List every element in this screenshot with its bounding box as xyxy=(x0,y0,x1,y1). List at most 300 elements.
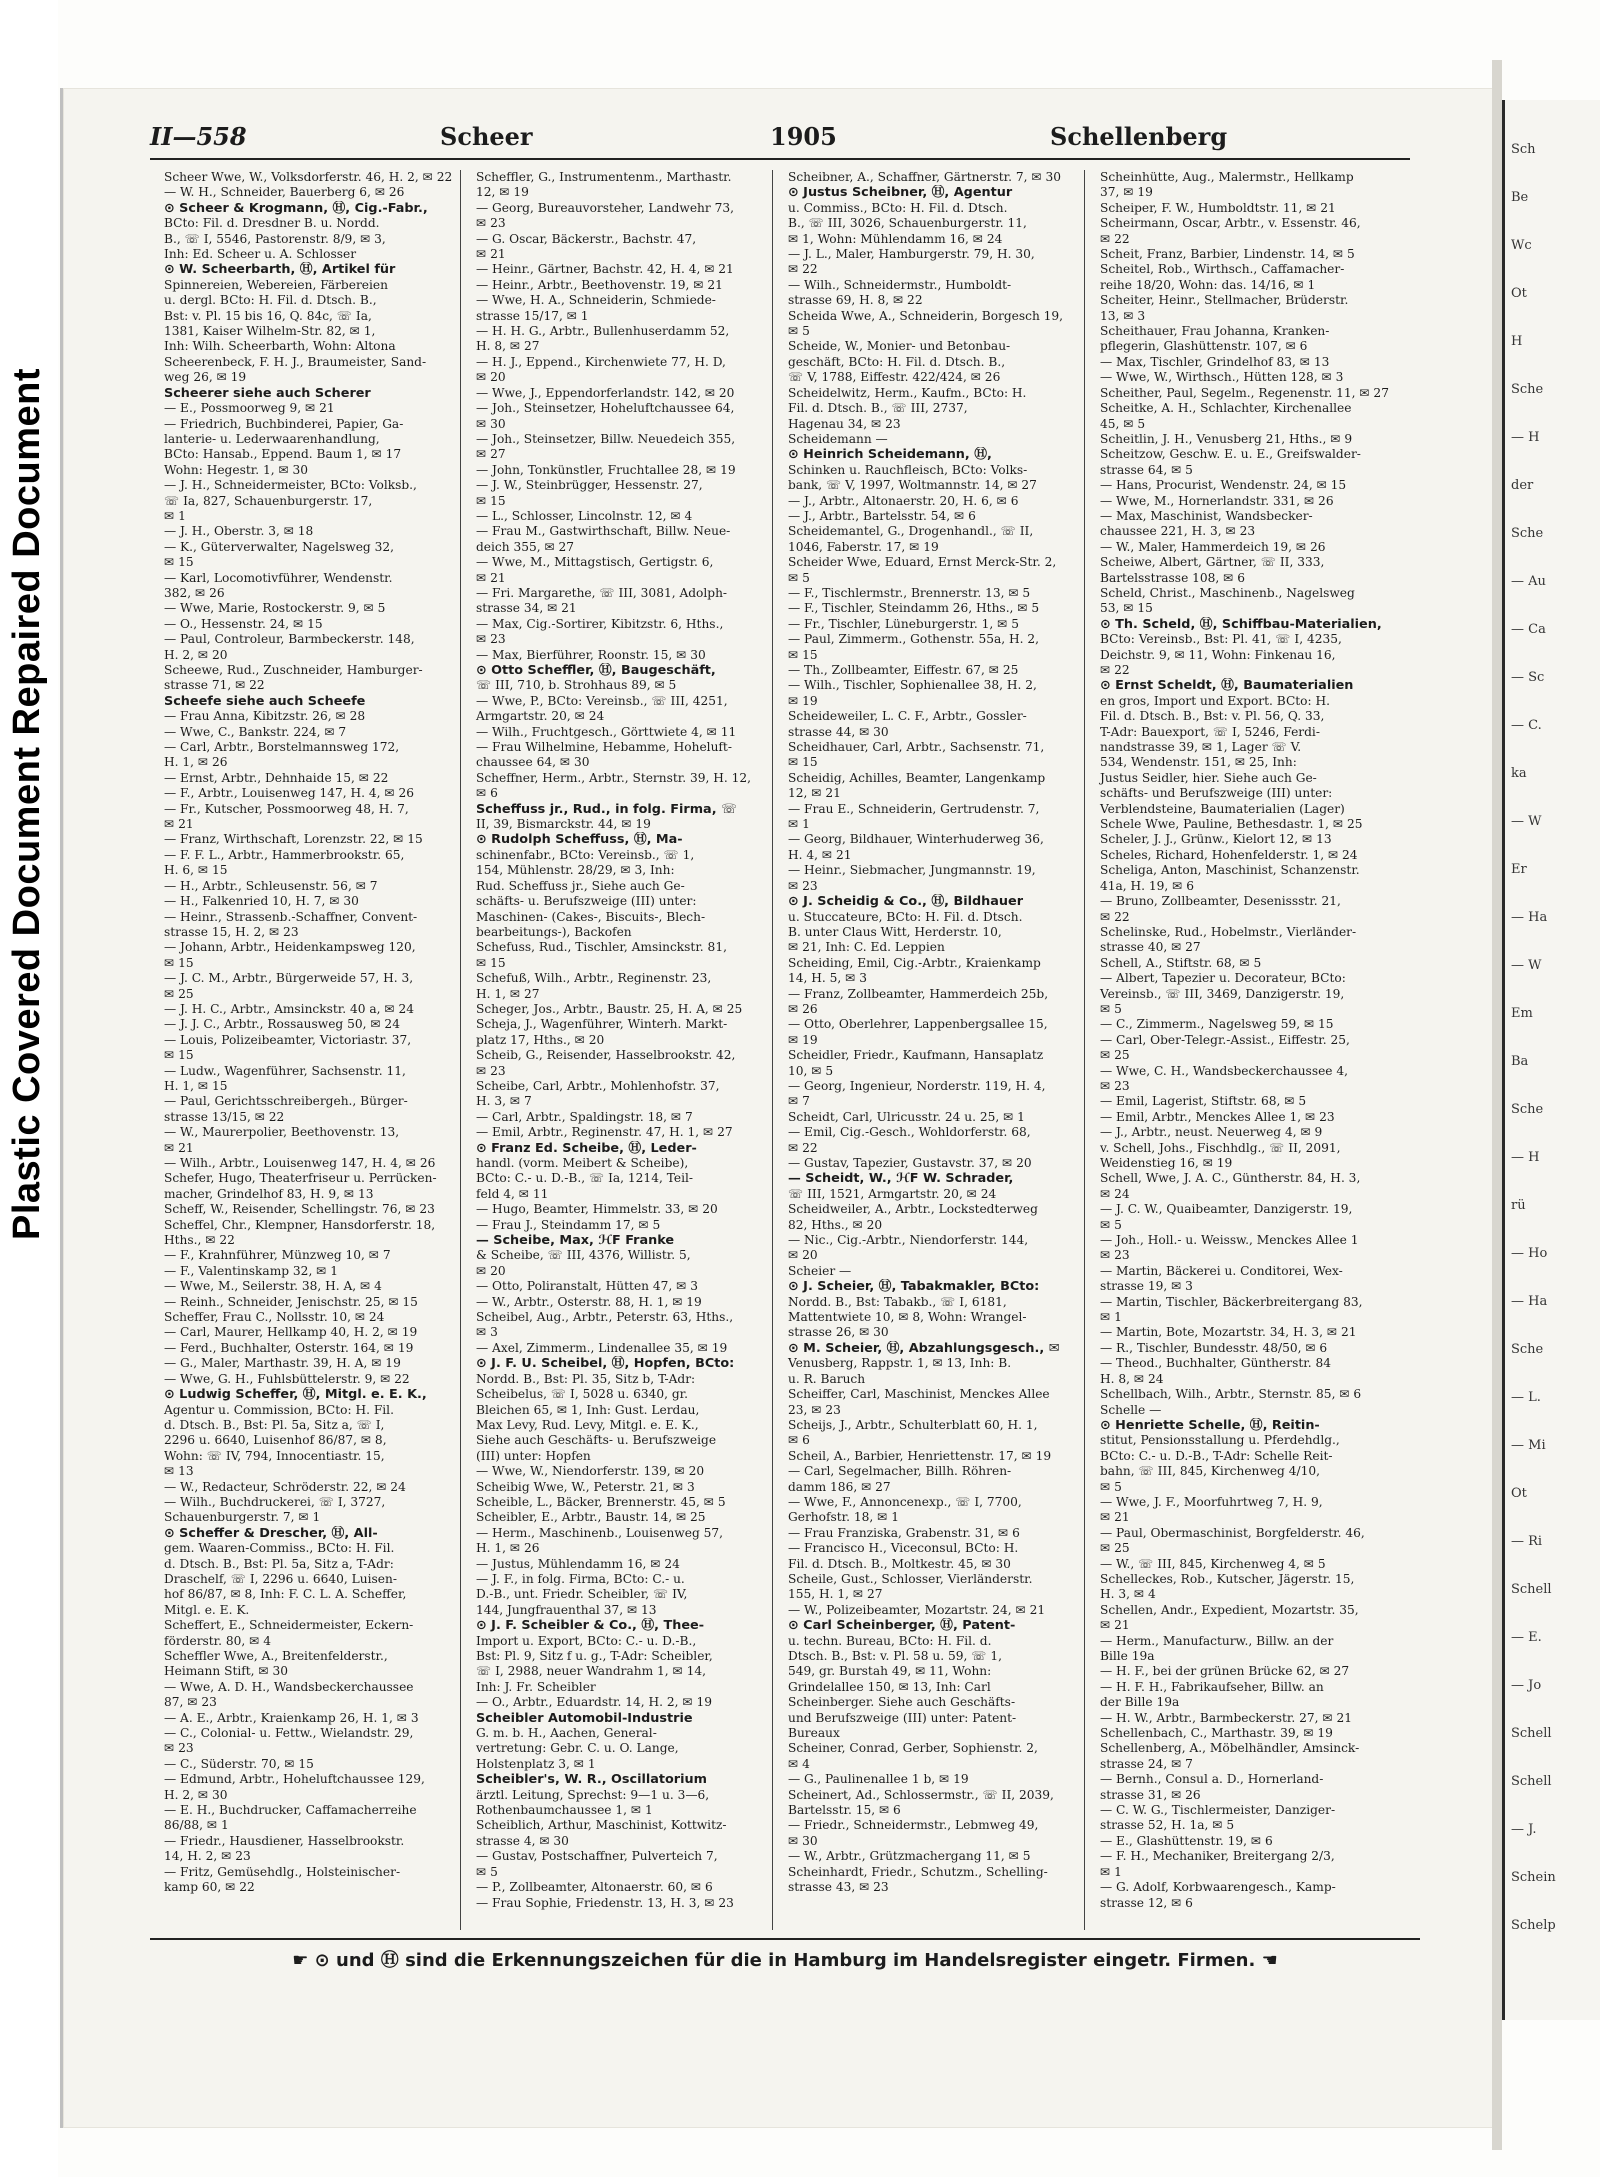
directory-entry: Scheinberger. Siehe auch Geschäfts- xyxy=(788,1695,1016,1710)
directory-entry: D.-B., unt. Friedr. Scheibler, ☏ IV, xyxy=(476,1587,688,1602)
directory-entry: ✉ 26 xyxy=(788,1001,818,1016)
directory-entry: — Friedr., Schneidermstr., Lebmweg 49, xyxy=(788,1818,1039,1833)
directory-entry: — Fri. Margarethe, ☏ III, 3081, Adolph- xyxy=(476,585,728,600)
directory-entry: Schelle — xyxy=(1100,1402,1162,1417)
directory-entry: — Emil, Lagerist, Stiftstr. 68, ✉ 5 xyxy=(1100,1094,1307,1109)
directory-entry: Scheidig, Achilles, Beamter, Langenkamp xyxy=(788,770,1046,785)
directory-entry: — C., Süderstr. 70, ✉ 15 xyxy=(164,1756,314,1771)
directory-entry: B., ☏ I, 5546, Pastorenstr. 8/9, ✉ 3, xyxy=(164,231,386,246)
directory-entry: stitut, Pensionsstallung u. Pferdehdlg., xyxy=(1100,1433,1340,1448)
directory-entry: Bst: Pl. 9, Sitz f u. g., T-Adr: Scheibler, xyxy=(476,1649,713,1663)
directory-entry: Scheiter, Heinr., Stellmacher, Brüderstr. xyxy=(1100,293,1349,308)
directory-entry: Fil. d. Dtsch. B., Moltkestr. 45, ✉ 30 xyxy=(788,1556,1011,1571)
directory-entry: — Max, Bierführer, Roonstr. 15, ✉ 30 xyxy=(476,647,706,662)
directory-entry: Scheerenbeck, F. H. J., Braumeister, Sand- xyxy=(164,354,427,369)
directory-entry: BCto: C.- u. D.-B., ☏ Ia, 1214, Teil- xyxy=(476,1171,693,1186)
directory-entry: Scheiblich, Arthur, Maschinist, Kottwitz- xyxy=(476,1818,727,1833)
directory-entry: 2296 u. 6640, Luisenhof 86/87, ✉ 8, xyxy=(164,1433,387,1448)
next-page-text: Schelp xyxy=(1511,1918,1556,1933)
directory-entry: 382, ✉ 26 xyxy=(164,585,225,600)
directory-entry: Scheffer, Frau C., Nollsstr. 10, ✉ 24 xyxy=(164,1310,385,1325)
directory-entry: und Berufszweige (III) unter: Patent- xyxy=(788,1710,1017,1725)
directory-entry: — F. F. L., Arbtr., Hammerbrookstr. 65, xyxy=(164,847,405,862)
directory-entry: Schefuss, Rud., Tischler, Amsinckstr. 81, xyxy=(476,940,727,955)
directory-entry: 12, ✉ 21 xyxy=(788,786,841,801)
directory-entry: strasse 15, H. 2, ✉ 23 xyxy=(164,924,299,939)
directory-entry: H. 2, ✉ 20 xyxy=(164,647,228,662)
directory-entry: — E., Possmoorweg 9, ✉ 21 xyxy=(164,401,335,416)
directory-entry: Scheible, L., Bäcker, Brennerstr. 45, ✉ 5 xyxy=(476,1494,726,1509)
directory-entry: — W., ☏ III, 845, Kirchenweg 4, ✉ 5 xyxy=(1100,1556,1326,1571)
next-page-text: — Ho xyxy=(1511,1246,1548,1261)
directory-entry: — Axel, Zimmerm., Lindenallee 35, ✉ 19 xyxy=(476,1340,728,1355)
directory-entry: — Paul, Controleur, Barmbeckerstr. 148, xyxy=(164,632,415,647)
directory-entry: ✉ 21 xyxy=(1100,1510,1130,1525)
directory-entry: H. 3, ✉ 7 xyxy=(476,1094,532,1109)
directory-entry: damm 186, ✉ 27 xyxy=(788,1479,891,1494)
next-page-text: Ot xyxy=(1511,1486,1527,1501)
directory-entry: H. 1, ✉ 26 xyxy=(164,755,228,770)
next-page-text: — W xyxy=(1511,814,1542,829)
directory-entry: — Carl, Segelmacher, Billh. Röhren- xyxy=(788,1464,1012,1479)
directory-entry: Dtsch. B., Bst: v. Pl. 58 u. 59, ☏ 1, xyxy=(788,1649,1003,1663)
directory-entry: ✉ 13 xyxy=(164,1464,194,1479)
directory-entry: ✉ 23 xyxy=(164,1741,194,1756)
directory-entry: BCto: Hansab., Eppend. Baum 1, ✉ 17 xyxy=(164,447,402,462)
page-edge xyxy=(1492,60,1502,2150)
directory-entry: — Emil, Arbtr., Menckes Allee 1, ✉ 23 xyxy=(1100,1109,1335,1124)
next-page-text: — Ca xyxy=(1511,622,1546,637)
directory-entry: — J. J. C., Arbtr., Rossausweg 50, ✉ 24 xyxy=(164,1017,400,1032)
directory-entry: Scheewe, Rud., Zuschneider, Hamburger- xyxy=(164,663,423,677)
next-page-text: — Jo xyxy=(1511,1678,1542,1693)
directory-entry: ✉ 25 xyxy=(1100,1048,1130,1063)
directory-entry: — J. F., in folg. Firma, BCto: C.- u. xyxy=(476,1571,685,1586)
directory-entry: 87, ✉ 23 xyxy=(164,1695,217,1710)
directory-entry: ⊙ Justus Scheibner, Ⓗ, Agentur xyxy=(788,185,1013,201)
directory-entry: ✉ 23 xyxy=(476,632,506,647)
directory-entry: — Friedr., Hausdiener, Hasselbrookstr. xyxy=(164,1833,405,1848)
directory-entry: 45, ✉ 5 xyxy=(1100,416,1146,431)
directory-entry: — C., Colonial- u. Fettw., Wielandstr. 29, xyxy=(164,1726,414,1741)
directory-entry: Armgartstr. 20, ✉ 24 xyxy=(476,709,605,724)
directory-entry: Max Levy, Rud. Levy, Mitgl. e. E. K., xyxy=(476,1417,699,1432)
next-page-text: Sche xyxy=(1511,1102,1544,1117)
directory-entry: strasse 52, H. 1a, ✉ 5 xyxy=(1100,1818,1235,1833)
directory-entry: ⊙ J. Scheier, Ⓗ, Tabakmakler, BCto: xyxy=(788,1279,1040,1295)
directory-entry: H. 6, ✉ 15 xyxy=(164,863,228,878)
directory-entry: — Th., Zollbeamter, Eiffestr. 67, ✉ 25 xyxy=(788,663,1019,677)
directory-entry: — Otto, Poliranstalt, Hütten 47, ✉ 3 xyxy=(476,1279,698,1294)
directory-entry: ✉ 20 xyxy=(788,1248,818,1263)
directory-entry: ✉ 15 xyxy=(788,647,818,662)
directory-entry: ✉ 5 xyxy=(1100,1479,1122,1494)
directory-entry: Bureaux xyxy=(788,1726,840,1741)
page-header xyxy=(150,118,1410,160)
directory-entry: Scheirmann, Oscar, Arbtr., v. Essenstr. 46, xyxy=(1100,216,1361,231)
directory-entry: u. R. Baruch xyxy=(788,1371,866,1386)
directory-entry: ✉ 4 xyxy=(788,1756,810,1771)
directory-entry: ✉ 23 xyxy=(1100,1078,1130,1093)
directory-entry: strasse 31, ✉ 26 xyxy=(1100,1787,1201,1802)
directory-entry: ✉ 22 xyxy=(788,262,818,277)
directory-entry: — Joh., Steinsetzer, Hoheluftchaussee 64, xyxy=(476,401,735,416)
directory-entry: — Theod., Buchhalter, Güntherstr. 84 xyxy=(1100,1356,1331,1371)
directory-entry: — Francisco H., Viceconsul, BCto: H. xyxy=(788,1541,1019,1556)
directory-entry: — Max, Maschinist, Wandsbecker- xyxy=(1100,508,1313,523)
directory-entry: strasse 26, ✉ 30 xyxy=(788,1325,889,1340)
directory-entry: ✉ 15 xyxy=(476,955,506,970)
directory-entry: nandstrasse 39, ✉ 1, Lager ☏ V. xyxy=(1100,740,1302,755)
next-page-text: — W xyxy=(1511,958,1542,973)
directory-entry: Schelinske, Rud., Hobelmstr., Vierländer- xyxy=(1100,924,1357,939)
directory-entry: 534, Wendenstr. 151, ✉ 25, Inh: xyxy=(1100,755,1297,770)
directory-entry: — Wwe, P., BCto: Vereinsb., ☏ III, 4251, xyxy=(476,693,728,708)
directory-entry: Bst: v. Pl. 15 bis 16, Q. 84c, ☏ Ia, xyxy=(164,308,372,323)
directory-entry: Inh: Ed. Scheer u. A. Schlosser xyxy=(164,247,357,262)
directory-entry: u. Stuccateure, BCto: H. Fil. d. Dtsch. xyxy=(788,909,1023,924)
directory-entry: Scheld, Christ., Maschinenb., Nagelsweg xyxy=(1100,585,1355,600)
directory-entry: ✉ 1 xyxy=(1100,1310,1122,1325)
next-page-text: Schell xyxy=(1511,1774,1552,1789)
directory-entry: — Scheibe, Max, ℋF Franke xyxy=(476,1233,675,1249)
directory-entry: Scheliga, Anton, Maschinist, Schanzenstr. xyxy=(1100,863,1360,878)
directory-entry: Scheidelwitz, Herm., Kaufm., BCto: H. xyxy=(788,385,1027,400)
next-page-text: — E. xyxy=(1511,1630,1542,1645)
directory-entry: en gros, Import und Export. BCto: H. xyxy=(1100,693,1330,708)
next-page-text: Sche xyxy=(1511,526,1544,541)
directory-entry: Scheitlin, J. H., Venusberg 21, Hths., ✉ 9 xyxy=(1100,431,1353,446)
directory-entry: — Wwe, A. D. H., Wandsbeckerchaussee xyxy=(164,1679,414,1694)
next-page-text: Schell xyxy=(1511,1726,1552,1741)
directory-entry: — Karl, Locomotivführer, Wendenstr. xyxy=(164,570,393,585)
directory-entry: — H. F. H., Fabrikaufseher, Billw. an xyxy=(1100,1679,1324,1694)
directory-entry: — F., Arbtr., Louisenweg 147, H. 4, ✉ 26 xyxy=(164,786,414,801)
directory-entry: — Carl, Arbtr., Spaldingstr. 18, ✉ 7 xyxy=(476,1109,693,1124)
directory-entry: — J., Arbtr., neust. Neuerweg 4, ✉ 9 xyxy=(1100,1125,1323,1140)
directory-entry: geschäft, BCto: H. Fil. d. Dtsch. B., xyxy=(788,354,1006,369)
directory-entry: — Wilh., Fruchtgesch., Görttwiete 4, ✉ 11 xyxy=(476,724,737,739)
directory-entry: Scheinhardt, Friedr., Schutzm., Schelling- xyxy=(788,1864,1048,1879)
directory-entry: Schele Wwe, Pauline, Bethesdastr. 1, ✉ 25 xyxy=(1100,817,1363,832)
directory-entry: — Frau M., Gastwirthschaft, Billw. Neue- xyxy=(476,524,731,539)
directory-entry: u. dergl. BCto: H. Fil. d. Dtsch. B., xyxy=(164,293,377,308)
directory-entry: ⊙ J. Scheidig & Co., Ⓗ, Bildhauer xyxy=(788,894,1024,910)
page-reference: II—558 xyxy=(150,122,247,151)
directory-entry: förderstr. 80, ✉ 4 xyxy=(164,1633,271,1648)
directory-entry: — Fr., Tischler, Lüneburgerstr. 1, ✉ 5 xyxy=(788,616,1019,631)
directory-entry: ⊙ Scheer & Krogmann, Ⓗ, Cig.-Fabr., xyxy=(164,200,428,216)
directory-entry: — Paul, Gerichtsschreibergeh., Bürger- xyxy=(164,1094,408,1109)
directory-entry: ✉ 21, Inh: C. Ed. Leppien xyxy=(788,940,945,955)
directory-entry: ✉ 6 xyxy=(476,786,498,801)
directory-entry: Scheefe siehe auch Scheefe xyxy=(164,693,366,709)
directory-entry: strasse 13/15, ✉ 22 xyxy=(164,1109,285,1124)
directory-entry: — F., Valentinskamp 32, ✉ 1 xyxy=(164,1263,339,1278)
directory-entry: strasse 44, ✉ 30 xyxy=(788,724,889,739)
directory-entry: H. 4, ✉ 21 xyxy=(788,847,852,862)
directory-entry: — Wwe, H. A., Schneiderin, Schmiede- xyxy=(476,293,716,308)
directory-entry: Scheiding, Emil, Cig.-Arbtr., Kraienkamp xyxy=(788,955,1041,970)
directory-entry: — Ludw., Wagenführer, Sachsenstr. 11, xyxy=(164,1063,406,1078)
directory-entry: — Albert, Tapezier u. Decorateur, BCto: xyxy=(1100,971,1346,986)
directory-entry: 53, ✉ 15 xyxy=(1100,601,1153,616)
directory-entry: Venusberg, Rappstr. 1, ✉ 13, Inh: B. xyxy=(788,1356,1012,1371)
directory-entry: — K., Güterverwalter, Nagelsweg 32, xyxy=(164,539,394,554)
directory-entry: — Hugo, Beamter, Himmelstr. 33, ✉ 20 xyxy=(476,1202,718,1217)
column-4 xyxy=(1096,170,1396,1930)
directory-entry: ✉ 1 xyxy=(164,508,186,523)
directory-entry: ✉ 22 xyxy=(1100,231,1130,246)
directory-entry: Wohn: ☏ IV, 794, Innocentiastr. 15, xyxy=(164,1448,385,1463)
directory-entry: d. Dtsch. B., Bst: Pl. 5a, Sitz a, ☏ I, xyxy=(164,1417,385,1432)
directory-entry: gem. Waaren-Commiss., BCto: H. Fil. xyxy=(164,1541,395,1556)
directory-entry: feld 4, ✉ 11 xyxy=(476,1186,549,1201)
directory-entry: Siehe auch Geschäfts- u. Berufszweige xyxy=(476,1433,717,1448)
directory-entry: — Wilh., Schneidermstr., Humboldt- xyxy=(788,277,1012,292)
directory-entry: ✉ 21 xyxy=(164,1140,194,1155)
directory-entry: BCto: C.- u. D.-B., T-Adr: Schelle Reit- xyxy=(1100,1448,1333,1463)
directory-entry: — J. L., Maler, Hamburgerstr. 79, H. 30, xyxy=(788,247,1035,262)
directory-entry: T-Adr: Bauexport, ☏ I, 5246, Ferdi- xyxy=(1100,724,1320,739)
directory-entry: ✉ 25 xyxy=(1100,1541,1130,1556)
directory-entry: — J. C. M., Arbtr., Bürgerweide 57, H. 3, xyxy=(164,971,414,986)
directory-entry: H. 1, ✉ 26 xyxy=(476,1541,540,1556)
directory-entry: — Fr., Kutscher, Possmoorweg 48, H. 7, xyxy=(164,801,409,816)
directory-entry: Scheithauer, Frau Johanna, Kranken- xyxy=(1100,324,1330,339)
directory-entry: H. 3, ✉ 4 xyxy=(1100,1587,1156,1602)
directory-entry: — Joh., Holl.- u. Weissw., Menckes Allee 1 xyxy=(1100,1233,1359,1248)
column-3 xyxy=(784,170,1085,1930)
directory-entry: 82, Hths., ✉ 20 xyxy=(788,1217,883,1232)
directory-entry: Scheler, J. J., Grünw., Kielort 12, ✉ 13 xyxy=(1100,832,1332,847)
next-page-text: — Mi xyxy=(1511,1438,1546,1453)
next-page-text: Er xyxy=(1511,862,1527,877)
directory-entry: ✉ 6 xyxy=(788,1433,810,1448)
directory-entry: ☏ III, 710, b. Strohhaus 89, ✉ 5 xyxy=(476,678,677,693)
directory-entry: vertretung: Gebr. C. u. O. Lange, xyxy=(476,1741,679,1756)
directory-entry: ⊙ Scheffer & Drescher, Ⓗ, All- xyxy=(164,1525,378,1541)
directory-entry: — Herm., Maschinenb., Louisenweg 57, xyxy=(476,1525,724,1540)
directory-entry: Bille 19a xyxy=(1100,1649,1155,1663)
directory-entry: ☏ V, 1788, Eiffestr. 422/424, ✉ 26 xyxy=(788,370,1001,385)
next-page-text: — H xyxy=(1511,1150,1540,1165)
next-page-text: der xyxy=(1511,478,1534,493)
directory-entry: Vereinsb., ☏ III, 3469, Danzigerstr. 19, xyxy=(1100,986,1345,1001)
directory-entry: Schellenbach, C., Marthastr. 39, ✉ 19 xyxy=(1100,1726,1333,1741)
directory-entry: kamp 60, ✉ 22 xyxy=(164,1880,255,1895)
directory-entry: Maschinen- (Cakes-, Biscuits-, Blech- xyxy=(476,909,706,924)
directory-entry: Schellbach, Wilh., Arbtr., Sternstr. 85, ✉ 6 xyxy=(1100,1387,1362,1402)
directory-entry: 1381, Kaiser Wilhelm-Str. 82, ✉ 1, xyxy=(164,324,376,339)
directory-entry: strasse 15/17, ✉ 1 xyxy=(476,308,589,323)
directory-entry: chaussee 221, H. 3, ✉ 23 xyxy=(1100,524,1256,539)
directory-entry: Scheinert, Ad., Schlossermstr., ☏ II, 2039, xyxy=(788,1787,1054,1802)
directory-entry: Scheibler, E., Arbtr., Baustr. 14, ✉ 25 xyxy=(476,1510,706,1525)
last-entry-name: Schellenberg xyxy=(1050,122,1228,151)
directory-entry: u. techn. Bureau, BCto: H. Fil. d. xyxy=(788,1633,992,1648)
directory-entry: ✉ 21 xyxy=(1100,1618,1130,1633)
directory-entry: ⊙ Carl Scheinberger, Ⓗ, Patent- xyxy=(788,1618,1016,1634)
directory-entry: Scheib, G., Reisender, Hasselbrookstr. 42, xyxy=(476,1048,736,1063)
next-page-text: Sch xyxy=(1511,142,1536,157)
directory-entry: Gerhofstr. 18, ✉ 1 xyxy=(788,1510,899,1525)
next-page-text: — C. xyxy=(1511,718,1542,733)
directory-entry: 23, ✉ 23 xyxy=(788,1402,841,1417)
directory-entry: ✉ 15 xyxy=(164,955,194,970)
directory-entry: ✉ 15 xyxy=(164,555,194,570)
directory-entry: ⊙ Rudolph Scheffuss, Ⓗ, Ma- xyxy=(476,832,683,848)
directory-entry: & Scheibe, ☏ III, 4376, Willistr. 5, xyxy=(476,1248,691,1263)
directory-entry: — Paul, Zimmerm., Gothenstr. 55a, H. 2, xyxy=(788,632,1039,647)
directory-entry: Deichstr. 9, ✉ 11, Wohn: Finkenau 16, xyxy=(1100,647,1336,662)
directory-entry: — Carl, Ober-Telegr.-Assist., Eiffestr. 25, xyxy=(1100,1032,1350,1047)
directory-entry: Bartelsstrasse 108, ✉ 6 xyxy=(1100,570,1246,585)
directory-entry: ✉ 1 xyxy=(1100,1864,1122,1879)
directory-entry: H. 8, ✉ 27 xyxy=(476,339,540,354)
directory-entry: — Bruno, Zollbeamter, Desenissstr. 21, xyxy=(1100,894,1341,909)
directory-entry: B., ☏ III, 3026, Schauenburgerstr. 11, xyxy=(788,216,1027,231)
directory-entry: Scheibe, Carl, Arbtr., Mohlenhofstr. 37, xyxy=(476,1078,720,1093)
directory-entry: Verblendsteine, Baumaterialien (Lager) xyxy=(1100,801,1345,816)
directory-entry: — A. E., Arbtr., Kraienkamp 26, H. 1, ✉ 3 xyxy=(164,1710,419,1725)
directory-entry: — W. H., Schneider, Bauerberg 6, ✉ 26 xyxy=(164,185,405,200)
directory-entry: — Martin, Bote, Mozartstr. 34, H. 3, ✉ 21 xyxy=(1100,1325,1357,1340)
directory-entry: Import u. Export, BCto: C.- u. D.-B., xyxy=(476,1633,697,1648)
directory-entry: 12, ✉ 19 xyxy=(476,185,529,200)
next-page-fragment xyxy=(1502,100,1600,2020)
directory-entry: — Gustav, Postschaffner, Pulverteich 7, xyxy=(476,1849,718,1864)
directory-entry: 1046, Faberstr. 17, ✉ 19 xyxy=(788,539,939,554)
directory-entry: — W., Arbtr., Osterstr. 88, H. 1, ✉ 19 xyxy=(476,1294,702,1309)
directory-entry: Scheffel, Chr., Klempner, Hansdorferstr. 18, xyxy=(164,1217,436,1232)
directory-entry: — W., Redacteur, Schröderstr. 22, ✉ 24 xyxy=(164,1479,406,1494)
directory-entry: — Otto, Oberlehrer, Lappenbergsallee 15, xyxy=(788,1017,1048,1032)
directory-entry: — G. Adolf, Korbwaarengesch., Kamp- xyxy=(1100,1880,1336,1895)
directory-entry: — Wwe, M., Mittagstisch, Gertigstr. 6, xyxy=(476,555,714,570)
directory-entry: Weidenstieg 16, ✉ 19 xyxy=(1100,1156,1233,1170)
next-page-text: — Au xyxy=(1511,574,1546,589)
directory-entry: — G., Maler, Marthastr. 39, H. A, ✉ 19 xyxy=(164,1356,401,1371)
directory-entry: Scheff, W., Reisender, Schellingstr. 76, ✉ 23 xyxy=(164,1202,435,1217)
directory-entry: Scheidler, Friedr., Kaufmann, Hansaplatz xyxy=(788,1048,1044,1063)
directory-entry: bearbeitungs-), Backofen xyxy=(476,924,632,939)
directory-entry: Hths., ✉ 22 xyxy=(164,1233,235,1248)
directory-entry: — P., Zollbeamter, Altonaerstr. 60, ✉ 6 xyxy=(476,1880,713,1895)
directory-entry: ✉ 23 xyxy=(476,1063,506,1078)
directory-entry: — Hans, Procurist, Wendenstr. 24, ✉ 15 xyxy=(1100,478,1347,493)
directory-entry: Scheibelus, ☏ I, 5028 u. 6340, gr. xyxy=(476,1387,688,1402)
directory-entry: strasse 19, ✉ 3 xyxy=(1100,1279,1193,1294)
directory-entry: — Frau E., Schneiderin, Gertrudenstr. 7, xyxy=(788,801,1040,816)
directory-entry: Scheitzow, Geschw. E. u. E., Greifswalder- xyxy=(1100,447,1361,462)
directory-entry: — Georg, Ingenieur, Norderstr. 119, H. 4, xyxy=(788,1078,1046,1093)
directory-entry: — Wwe, W., Wirthsch., Hütten 128, ✉ 3 xyxy=(1100,370,1344,385)
directory-entry: Scheer Wwe, W., Volksdorferstr. 46, H. 2, ✉ 22 xyxy=(164,170,453,184)
next-page-text: Schein xyxy=(1511,1870,1556,1885)
directory-entry: — F., Tischler, Steindamm 26, Hths., ✉ 5 xyxy=(788,601,1040,616)
directory-entry: ⊙ Heinrich Scheidemann, Ⓗ, xyxy=(788,447,992,463)
directory-entry: 144, Jungfrauenthal 37, ✉ 13 xyxy=(476,1602,657,1617)
directory-entry: 86/88, ✉ 1 xyxy=(164,1818,229,1833)
directory-entry: — Justus, Mühlendamm 16, ✉ 24 xyxy=(476,1556,680,1571)
directory-entry: Schell, Wwe, J. A. C., Güntherstr. 84, H. 3, xyxy=(1100,1171,1361,1186)
directory-entry: strasse 24, ✉ 7 xyxy=(1100,1756,1193,1771)
directory-entry: II, 39, Bismarckstr. 44, ✉ 19 xyxy=(476,817,651,832)
directory-entry: Justus Seidler, hier. Siehe auch Ge- xyxy=(1100,770,1317,785)
directory-entry: — Frau Wilhelmine, Hebamme, Hoheluft- xyxy=(476,740,732,755)
directory-entry: ✉ 15 xyxy=(788,755,818,770)
directory-entry: — H., Arbtr., Schleusenstr. 56, ✉ 7 xyxy=(164,878,378,893)
directory-entry: — Wwe, W., Niendorferstr. 139, ✉ 20 xyxy=(476,1464,705,1479)
directory-entry: Scheideweiler, L. C. F., Arbtr., Gossler- xyxy=(788,709,1027,724)
directory-entry: — F., Tischlermstr., Brennerstr. 13, ✉ 5 xyxy=(788,585,1031,600)
next-page-text: — J. xyxy=(1511,1822,1537,1837)
directory-entry: — Georg, Bildhauer, Winterhuderweg 36, xyxy=(788,832,1044,847)
directory-entry: — Wwe, F., Annoncenexp., ☏ I, 7700, xyxy=(788,1494,1022,1509)
directory-entry: H. 1, ✉ 27 xyxy=(476,986,540,1001)
directory-entry: 155, H. 1, ✉ 27 xyxy=(788,1587,883,1602)
directory-entry: Nordd. B., Bst: Tabakb., ☏ I, 6181, xyxy=(788,1294,1007,1309)
directory-entry: Fil. d. Dtsch. B., Bst: v. Pl. 56, Q. 33, xyxy=(1100,709,1325,724)
directory-entry: bahn, ☏ III, 845, Kirchenweg 4/10, xyxy=(1100,1464,1320,1479)
directory-entry: Scheffuss jr., Rud., in folg. Firma, ☏ xyxy=(476,801,738,817)
directory-entry: B. unter Claus Witt, Herderstr. 10, xyxy=(788,924,1002,939)
directory-entry: — G. Oscar, Bäckerstr., Bachstr. 47, xyxy=(476,231,697,246)
directory-entry: — Heinr., Strassenb.-Schaffner, Convent- xyxy=(164,909,418,924)
directory-entry: ⊙ Ludwig Scheffer, Ⓗ, Mitgl. e. E. K., xyxy=(164,1387,427,1403)
directory-entry: — J. C. W., Quaibeamter, Danzigerstr. 19, xyxy=(1100,1202,1353,1217)
directory-entry: — J. H., Oberstr. 3, ✉ 18 xyxy=(164,524,314,539)
directory-entry: ✉ 20 xyxy=(476,1263,506,1278)
directory-entry: chaussee 64, ✉ 30 xyxy=(476,755,590,770)
next-page-text: ka xyxy=(1511,766,1527,781)
directory-entry: — Frau Sophie, Friedenstr. 13, H. 3, ✉ 23 xyxy=(476,1895,734,1910)
directory-entry: ✉ 22 xyxy=(1100,909,1130,924)
directory-entry: Inh: Wilh. Scheerbarth, Wohn: Altona xyxy=(164,339,396,354)
directory-entry: strasse 12, ✉ 6 xyxy=(1100,1895,1193,1910)
directory-entry: — Nic., Cig.-Arbtr., Niendorferstr. 144, xyxy=(788,1233,1029,1248)
directory-entry: — Wwe, C., Bankstr. 224, ✉ 7 xyxy=(164,724,347,739)
next-page-text: — Sc xyxy=(1511,670,1545,685)
directory-entry: ☏ Ia, 827, Schauenburgerstr. 17, xyxy=(164,493,373,508)
directory-entry: — Wwe, M., Hornerlandstr. 331, ✉ 26 xyxy=(1100,493,1334,508)
directory-entry: Schauenburgerstr. 7, ✉ 1 xyxy=(164,1510,321,1525)
directory-entry: — Wilh., Buchdruckerei, ☏ I, 3727, xyxy=(164,1494,386,1509)
directory-entry: Scheibig Wwe, W., Peterstr. 21, ✉ 3 xyxy=(476,1479,695,1494)
directory-entry: Scheider Wwe, Eduard, Ernst Merck-Str. 2, xyxy=(788,555,1057,570)
directory-entry: — E. H., Buchdrucker, Caffamacherreihe xyxy=(164,1803,417,1818)
directory-entry: Scheffler Wwe, A., Breitenfelderstr., xyxy=(164,1649,388,1663)
directory-entry: Scheerer siehe auch Scherer xyxy=(164,385,371,401)
directory-entry: ✉ 27 xyxy=(476,447,506,462)
directory-entry: schäfts- u. Berufszweige (III) unter: xyxy=(476,894,697,909)
directory-entry: — Max, Cig.-Sortirer, Kibitzstr. 6, Hths., xyxy=(476,616,724,631)
directory-entry: — Louis, Polizeibeamter, Victoriastr. 37, xyxy=(164,1032,412,1047)
directory-entry: Rud. Scheffuss jr., Siehe auch Ge- xyxy=(476,878,685,893)
directory-entry: — Wwe, G. H., Fuhlsbüttelerstr. 9, ✉ 22 xyxy=(164,1371,410,1386)
directory-entry: Spinnereien, Webereien, Färbereien xyxy=(164,277,388,292)
next-page-text: — L. xyxy=(1511,1390,1541,1405)
directory-entry: Holstenplatz 3, ✉ 1 xyxy=(476,1756,596,1771)
directory-entry: weg 26, ✉ 19 xyxy=(164,370,247,385)
directory-entry: ⊙ M. Scheier, Ⓗ, Abzahlungsgesch., ✉ xyxy=(788,1340,1060,1356)
directory-entry: Scheinhütte, Aug., Malermstr., Hellkamp xyxy=(1100,170,1354,184)
directory-entry: — H. W., Arbtr., Barmbeckerstr. 27, ✉ 21 xyxy=(1100,1710,1352,1725)
next-page-text: Schell xyxy=(1511,1582,1552,1597)
directory-entry: Scheiper, F. W., Humboldtstr. 11, ✉ 21 xyxy=(1100,200,1336,215)
directory-entry: ✉ 23 xyxy=(788,878,818,893)
